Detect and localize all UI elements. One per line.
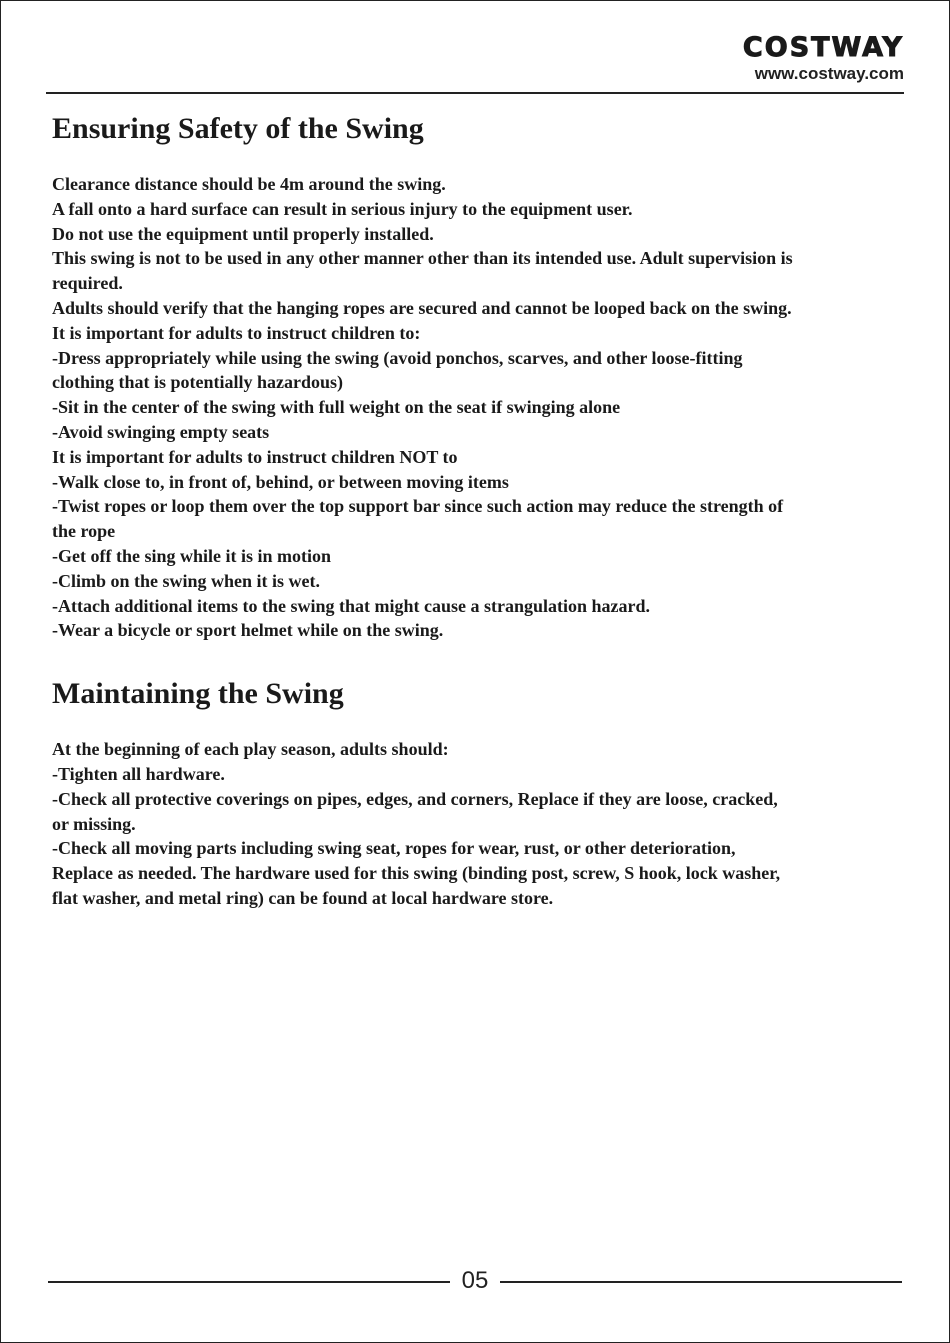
safety-section-title: Ensuring Safety of the Swing [52, 112, 424, 145]
safety-line: -Avoid swinging empty seats [52, 421, 270, 442]
safety-line: This swing is not to be used in any other manner other than its intended use. Adult supervision is [52, 248, 793, 269]
maintenance-line: flat washer, and metal ring) can be found at local hardware store. [52, 887, 554, 908]
footer-divider-left [48, 1281, 450, 1283]
safety-line: -Sit in the center of the swing with full weight on the seat if swinging alone [52, 397, 621, 418]
safety-line: Do not use the equipment until properly installed. [52, 223, 434, 244]
safety-text [52, 172, 902, 643]
safety-line: the rope [52, 521, 116, 542]
safety-line: -Get off the sing while it is in motion [52, 545, 331, 566]
safety-line: clothing that is potentially hazardous) [52, 372, 344, 393]
safety-line: -Climb on the swing when it is wet. [52, 570, 321, 591]
maintenance-line: -Check all moving parts including swing seat, ropes for wear, rust, or other deterioration, [52, 838, 736, 859]
header-divider [46, 92, 904, 94]
maintenance-line: Replace as needed. The hardware used for this swing (binding post, screw, S hook, lock washer, [52, 863, 781, 884]
brand-url: www.costway.com [754, 64, 904, 83]
maintenance-line: -Check all protective coverings on pipes, edges, and corners, Replace if they are loose, cracked, [52, 788, 778, 809]
safety-line: -Twist ropes or loop them over the top support bar since such action may reduce the strength of [52, 496, 784, 517]
safety-line: -Walk close to, in front of, behind, or between moving items [52, 471, 509, 492]
safety-line: It is important for adults to instruct children to: [52, 322, 421, 343]
page-number: 05 [461, 1267, 489, 1294]
safety-line: Clearance distance should be 4m around the swing. [52, 174, 446, 194]
brand-name: COSTWAY [742, 32, 904, 63]
safety-line: -Wear a bicycle or sport helmet while on the swing. [52, 620, 444, 641]
safety-line: -Dress appropriately while using the swing (avoid ponchos, scarves, and other loose-fitting [52, 347, 743, 368]
maintenance-line: or missing. [52, 813, 136, 834]
safety-line: -Attach additional items to the swing that might cause a strangulation hazard. [52, 595, 651, 616]
brand-logo [743, 33, 904, 84]
maintenance-line: -Tighten all hardware. [52, 763, 225, 784]
footer-divider-right [500, 1281, 902, 1283]
safety-line: A fall onto a hard surface can result in serious injury to the equipment user. [52, 198, 633, 219]
safety-line: It is important for adults to instruct children NOT to [52, 446, 458, 467]
maintenance-section-title: Maintaining the Swing [52, 677, 344, 711]
safety-line: Adults should verify that the hanging ropes are secured and cannot be looped back on the swing. [52, 297, 792, 318]
maintenance-text [52, 737, 902, 911]
manual-content [52, 108, 902, 911]
maintenance-line: At the beginning of each play season, adults should: [52, 739, 449, 760]
safety-line: required. [52, 273, 123, 294]
